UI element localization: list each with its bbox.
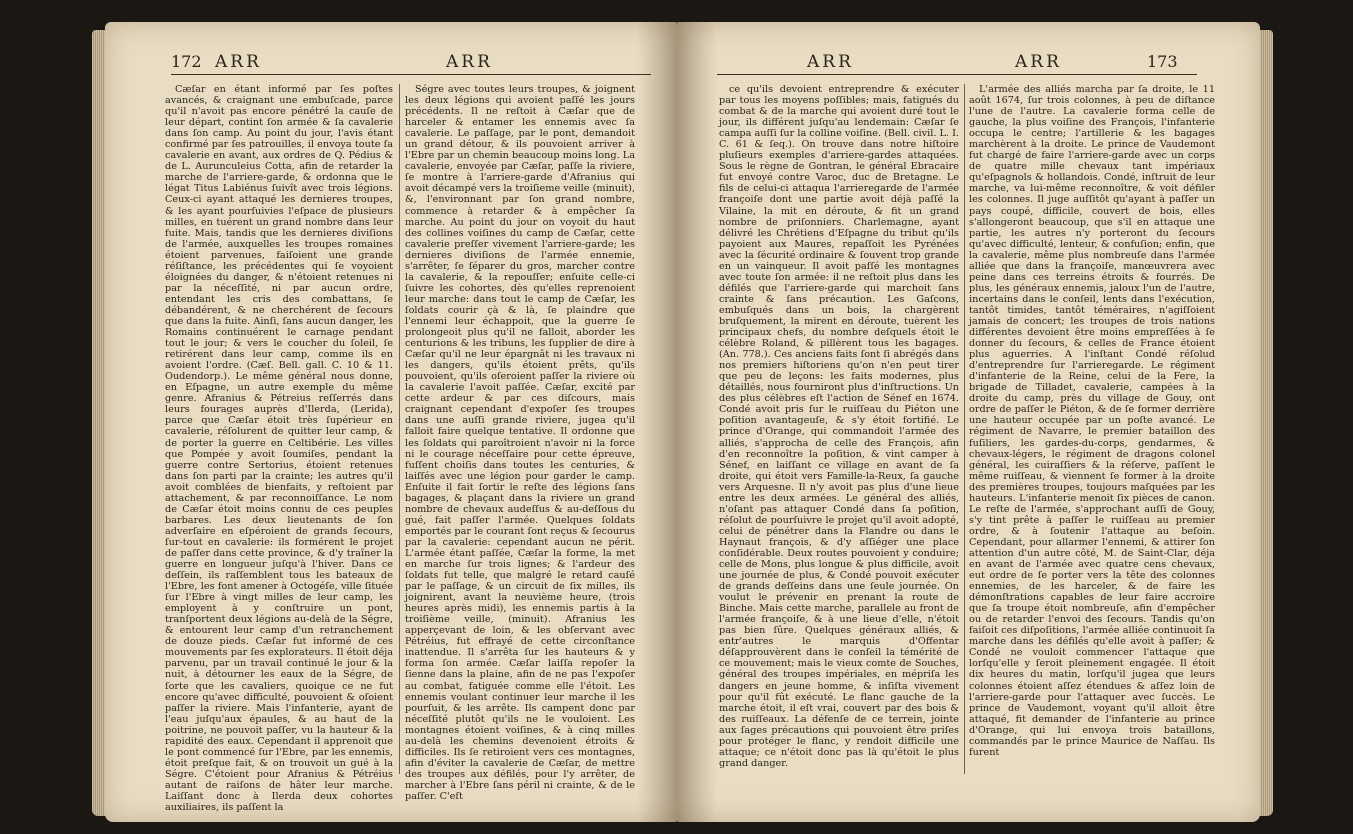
left-header-rule bbox=[171, 74, 651, 75]
left-page-column-1 bbox=[165, 84, 393, 814]
right-running-head-1: ARR bbox=[807, 52, 854, 72]
right-header-rule bbox=[717, 74, 1197, 75]
page-edges-right bbox=[1259, 30, 1273, 816]
right-column-divider bbox=[964, 84, 965, 774]
left-page bbox=[105, 22, 677, 822]
right-column-1-text: ce qu'ils devoient entreprendre & exécuter par tous les moyens poſſibles; mais, fatigués du combat & de la marche qui avoient duré tout le jour, ils différent juſqu'au lendemain: Cæſar ſe campa auſſi ſur la colline voiſine. (Bell. civil. L. I. C. 61 & ſeq.). On trouve dans notre hiſtoire pluſieurs exemples d'arriere-gardes attaquées. Sous le règne de Gontran, le général Ebracaire fut envoyé contre Varoc, duc de Bretagne. Le fils de celui-ci attaqua l'arrieregarde de l'armée françoiſe dont une partie avoit déjà paſſé la Vilaine, la mit en déroute, & fit un grand nombre de priſonniers. Charlemagne, ayant délivré les Chrétiens d'Eſpagne du tribut qu'ils payoient aux Maures, repaſſoit les Pyrénées avec la ſécurité ordinaire & ſouvent trop grande en un vainqueur. Il avoit paſſé les montagnes avec toute ſon armée: il ne reſtoit plus dans les défilés que l'arriere-garde qui marchoit ſans crainte & ſans précaution. Les Gaſcons, embuſqués dans un bois, la chargèrent bruſquement, la mirent en déroute, tuèrent les principaux chefs, du nombre deſquels étoit le célèbre Roland, & pillèrent tous les bagages. (An. 778.). Ces anciens faits ſont ſi abrégés dans nos premiers hiſtoriens qu'on n'en peut tirer que peu de leçons: les faits modernes, plus détaillés, nous fourniront plus d'inſtructions. Un des plus célèbres eſt l'action de Sénef en 1674. Condé avoit pris ſur le ruiſſeau du Piéton une poſition avantageuſe, & s'y étoit fortifié. Le prince d'Orange, qui commandoit l'armée des alliés, s'approcha de celle des François, afin d'en reconnoître la poſition, & vint camper à Sénef, en laiſſant ce village en avant de ſa droite, qui étoit vers Famille-la-Reux, ſa gauche vers Arquesne. Il n'y avoit pas plus d'une lieue entre les deux armées. Le général des alliés, n'oſant pas attaquer Condé dans ſa poſition, réſolut de pourſuivre le projet qu'il avoit adopté, celui de pénétrer dans la Flandre ou dans le Haynaut françois, & d'y aſſiéger une place conſidérable. Deux routes pouvoient y conduire; celle de Mons, plus longue & plus difficile, avoit une journée de plus, & Condé pouvoit exécuter de grands deſſeins dans une ſeule journée. On voulut le prévenir en prenant la route de Binche. Mais cette marche, parallele au front de l'armée françoiſe, & à une lieue d'elle, n'étoit pas bien ſûre. Quelques généraux alliés, & entr'autres le marquis d'Offentar déſapprouvèrent dans le conſeil la témérité de ce mouvement; mais le vieux comte de Souches, général des troupes impériales, en mépriſa les dangers en jeune homme, & inſiſta vivement pour qu'il fût exécuté. Le flanc gauche de la marche étoit, il eſt vrai, couvert par des bois & des ruiſſeaux. La défenſe de ce terrein, jointe aux ſages précautions qui pouvoient être priſes pour protéger le flanc, y rendoit difficile une attaque; ce n'étoit donc pas là qu'étoit le plus grand danger. bbox=[719, 84, 959, 769]
left-running-head-2: ARR bbox=[446, 52, 493, 72]
left-column-1-text: Cæſar en étant informé par ſes poſtes avancés, & craignant une embuſcade, parce qu'il n'avoit pas encore pénétré la cauſe de leur départ, contint ſon armée & ſa cavalerie dans ſon camp. Au point du jour, l'avis étant confirmé par ſes patrouilles, il envoya toute ſa cavalerie en avant, aux ordres de Q. Pédius & de L. Aurunculeius Cotta, afin de retarder la marche de l'arriere-garde, & ordonna que le légat Titus Labiénus ſuivît avec trois légions. Ceux-ci ayant attaqué les dernieres troupes, & les ayant pourſuivies l'eſpace de plusieurs milles, en tuérent un grand nombre dans leur fuite. Mais, tandis que les dernieres diviſions de l'armée, auxquelles les troupes romaines étoient parvenues, faiſoient une grande réſiſtance, les précédentes qui ſe voyoient éloignées du danger, & n'étoient retenues ni par la néceſſité, ni par aucun ordre, entendant les cris des combattans, ſe débandérent, & ne cherchérent de ſecours que dans la fuite. Ainſi, ſans aucun danger, les Romains continuérent le carnage pendant tout le jour; & vers le coucher du ſoleil, ſe retirérent dans leur camp, comme ils en avoient l'ordre. (Cæſ. Bell. gall. C. 10 & 11. Oudendorp.). Le même général nous donne, en Eſpagne, un autre exemple du même genre. Afranius & Pétreius reſſerrés dans leurs fourages auprès d'Ilerda, (Lerida), parce que Cæſar étoit très ſupérieur en cavalerie, réſolurent de quitter leur camp, & de porter la guerre en Celtibérie. Les villes que Pompée y avoit ſoumiſes, pendant la guerre contre Sertorius, étoient retenues dans ſon parti par la crainte; les autres qu'il avoit comblées de bienfaits, y reſtoient par attachement, & par reconnoiſſance. Le nom de Cæſar étoit moins connu de ces peuples barbares. Les deux lieutenants de ſon adverſaire en eſpéroient de grands ſecours, ſur-tout en cavalerie: ils formérent le projet de paſſer dans cette province, & d'y traîner la guerre en longueur juſqu'à l'hiver. Dans ce deſſein, ils raſſemblent tous les bateaux de l'Ebre, les font amener à Octogéſe, ville ſituée ſur l'Ebre à vingt milles de leur camp, les employent à y conſtruire un pont, tranſportent deux légions au-delà de la Ségre, & entourent leur camp d'un retranchement de douze pieds. Cæſar fut informé de ces mouvements par ſes explorateurs. Il étoit déja parvenu, par un travail continué le jour & la nuit, à détourner les eaux de la Ségre, de ſorte que les cavaliers, quoique ce ne fut encore qu'avec difficulté, pouvoient & oſoient paſſer la riviere. Mais l'infanterie, ayant de l'eau juſqu'aux épaules, & au haut de la poitrine, ne pouvoit paſſer, vu la hauteur & la rapidité des eaux. Cependant il apprenoit que le pont commencé ſur l'Ebre, par les ennemis, étoit preſque fait, & on trouvoit un gué à la Ségre. C'étoient pour Afranius & Pétréius autant de raiſons de hâter leur marche. Laiſſant donc à Ilerda deux cohortes auxiliaires, ils paſſent la bbox=[165, 84, 393, 814]
left-page-number: 172 bbox=[171, 52, 202, 71]
left-page-column-2 bbox=[405, 84, 635, 802]
right-column-2-text: L'armée des alliés marcha par ſa droite, le 11 août 1674, ſur trois colonnes, à peu de diſtance l'une de l'autre. La cavalerie forma celle de gauche, la plus voiſine des François, l'infanterie occupa le centre; l'artillerie & les bagages marchèrent à la droite. Le prince de Vaudemont fut chargé de faire l'arriere-garde avec un corps de quatre mille chevaux tant impériaux qu'eſpagnols & hollandois. Condé, inſtruit de leur marche, va lui-même reconnoître, & voit défiler les colonnes. Il juge auſſitôt qu'ayant à paſſer un pays coupé, difficile, couvert de bois, elles s'allongeront beaucoup, que s'il en attaque une partie, les autres n'y porteront du ſecours qu'avec difficulté, lenteur, & confuſion; enfin, que la cavalerie, même plus nombreuſe dans l'armée alliée que dans la françoiſe, manœuvrera avec peine dans ces terreins étroits & fourrés. De plus, les généraux ennemis, jaloux l'un de l'autre, incertains dans le conſeil, lents dans l'exécution, tantôt timides, tantôt téméraires, n'agiſſoient jamais de concert; les troupes de trois nations différentes devoient être moins empreſſées à ſe donner du ſecours, & celles de France étoient plus aguerries. A l'inſtant Condé réſolud d'entreprendre ſur l'arrieregarde. Le régiment d'infanterie de la Reine, celui de la Fere, la brigade de Tilladet, cavalerie, campées à la droite du camp, près du village de Gouy, ont ordre de paſſer le Piéton, & de ſe former derrière une hauteur occupée par un poſte avancé. Le régiment de Navarre, le premier bataillon des fuſiliers, les gardes-du-corps, gendarmes, & chevaux-légers, le régiment de dragons colonel général, les cuiraſſiers & la réſerve, paſſent le même ruiſſeau, & viennent ſe former à la droite des premières troupes, toujours maſquées par les hauteurs. L'infanterie menoit ſix pièces de canon. Le reſte de l'armée, s'approchant auſſi de Gouy, s'y tint prête à paſſer le ruiſſeau au premier ordre, & à ſoutenir l'attaque au beſoin. Cependant, pour allarmer l'ennemi, & attirer ſon attention d'un autre côté, M. de Saint-Clar, déja en avant de l'armée avec quatre cens chevaux, eut ordre de ſe porter vers la tête des colonnes ennemies, de les harceler, & de faire les démonſtrations capables de leur faire accroire que ſa troupe étoit nombreuſe, afin d'empêcher ou de retarder l'envoi des ſecours. Tandis qu'on faiſoit ces diſpoſitions, l'armée alliée continuoit ſa marche dans les défilés qu'elle avoit à paſſer; & Condé ne vouloit commencer l'attaque que lorſqu'elle y ſeroit pleinement engagée. Il étoit dix heures du matin, lorſqu'il jugea que leurs colonnes étoient aſſez étendues & aſſez loin de l'arriere-garde pour l'attaquer avec ſuccès. Le prince de Vaudemont, voyant qu'il alloit être attaqué, fit demander de l'infanterie au prince d'Orange, qui lui envoya trois bataillons, commandés par le prince Maurice de Naſſau. Ils furent bbox=[969, 84, 1215, 758]
left-column-2-text: Ségre avec toutes leurs troupes, & joignent les deux légions qui avoient paſſé les jours précédents. Il ne reſtoit à Cæſar que de harceler & entamer les ennemis avec ſa cavalerie. Le paſſage, par le pont, demandoit un grand détour, & ils pouvoient arriver à l'Ebre par un chemin beaucoup moins long. La cavalerie, envoyée par Cæſar, paſſe la riviere, ſe montre à l'arriere-garde d'Afranius qui avoit décampé vers la troiſieme veille (minuit), &, l'environnant par ſon grand nombre, commence à retarder & à empêcher ſa marche. Au point du jour on voyoit du haut des collines voiſines du camp de Cæſar, cette cavalerie preſſer vivement l'arriere-garde; les dernieres diviſions de l'armée ennemie, s'arrêter, ſe ſéparer du gros, marcher contre la cavalerie, & la repouſſer; enſuite celle-ci ſuivre les cohortes, dès qu'elles reprenoient leur marche: dans tout le camp de Cæſar, les ſoldats courir çà & là, ſe plaindre que l'ennemi leur échappoit, que la guerre ſe prolongeoit plus qu'il ne falloit, aborder les centurions & les tribuns, les ſupplier de dire à Cæſar qu'il ne leur épargnât ni les travaux ni les dangers, qu'ils étoient prêts, qu'ils pouvoient, qu'ils oſeroient paſſer la riviere où la cavalerie l'avoit paſſée. Cæſar, excité par cette ardeur & par ces diſcours, mais craignant cependant d'expoſer ſes troupes dans une auſſi grande riviere, jugea qu'il falloit faire quelque tentative. Il ordonne que les ſoldats qui paroîtroient n'avoir ni la force ni le courage néceſſaire pour cette épreuve, fuſſent choiſis dans toutes les centuries, & laiſſés avec une légion pour garder le camp. Enſuite il fait ſortir le reſte des légions ſans bagages, & plaçant dans la riviere un grand nombre de chevaux audeſſus & au-deſſous du gué, fait paſſer l'armée. Quelques ſoldats emportés par le courant ſont reçus & ſecourus par la cavalerie: cependant aucun ne périt. L'armée étant paſſée, Cæſar la forme, la met en marche ſur trois lignes; & l'ardeur des ſoldats fut telle, que malgré le retard cauſé par le paſſage, & un circuit de ſix milles, ils joignirent, avant la neuvième heure, (trois heures après midi), les ennemis partis à la troiſième veille, (minuit). Afranius les apperçevant de loin, & les obſervant avec Pétréius, fut effrayé de cette circonſtance inattendue. Il s'arrêta ſur les hauteurs & y forma ſon armée. Cæſar laiſſa repoſer la ſienne dans la plaine, afin de ne pas l'expoſer au combat, fatiguée comme elle l'étoit. Les ennemis voulant continuer leur marche il les pourſuit, & les arrête. Ils campent donc par néceſſité plutôt qu'ils ne le vouloient. Les montagnes étoient voiſines, & à cinq milles au-delà les chemins devenoient étroits & difficiles. Ils ſe retiroient vers ces montagnes, afin d'éviter la cavalerie de Cæſar, de mettre des troupes aux défilés, pour l'y arrêter, de marcher à l'Ebre ſans péril ni crainte, & de le paſſer. C'eſt bbox=[405, 84, 635, 802]
right-page-column-2 bbox=[969, 84, 1215, 802]
right-page-column-1 bbox=[719, 84, 959, 802]
right-running-head-2: ARR bbox=[1015, 52, 1062, 72]
page-edges-left bbox=[92, 30, 106, 816]
right-page-number: 173 bbox=[1147, 52, 1178, 71]
left-column-divider bbox=[399, 84, 400, 774]
left-running-head-1: ARR bbox=[215, 52, 262, 72]
right-page bbox=[677, 22, 1260, 822]
